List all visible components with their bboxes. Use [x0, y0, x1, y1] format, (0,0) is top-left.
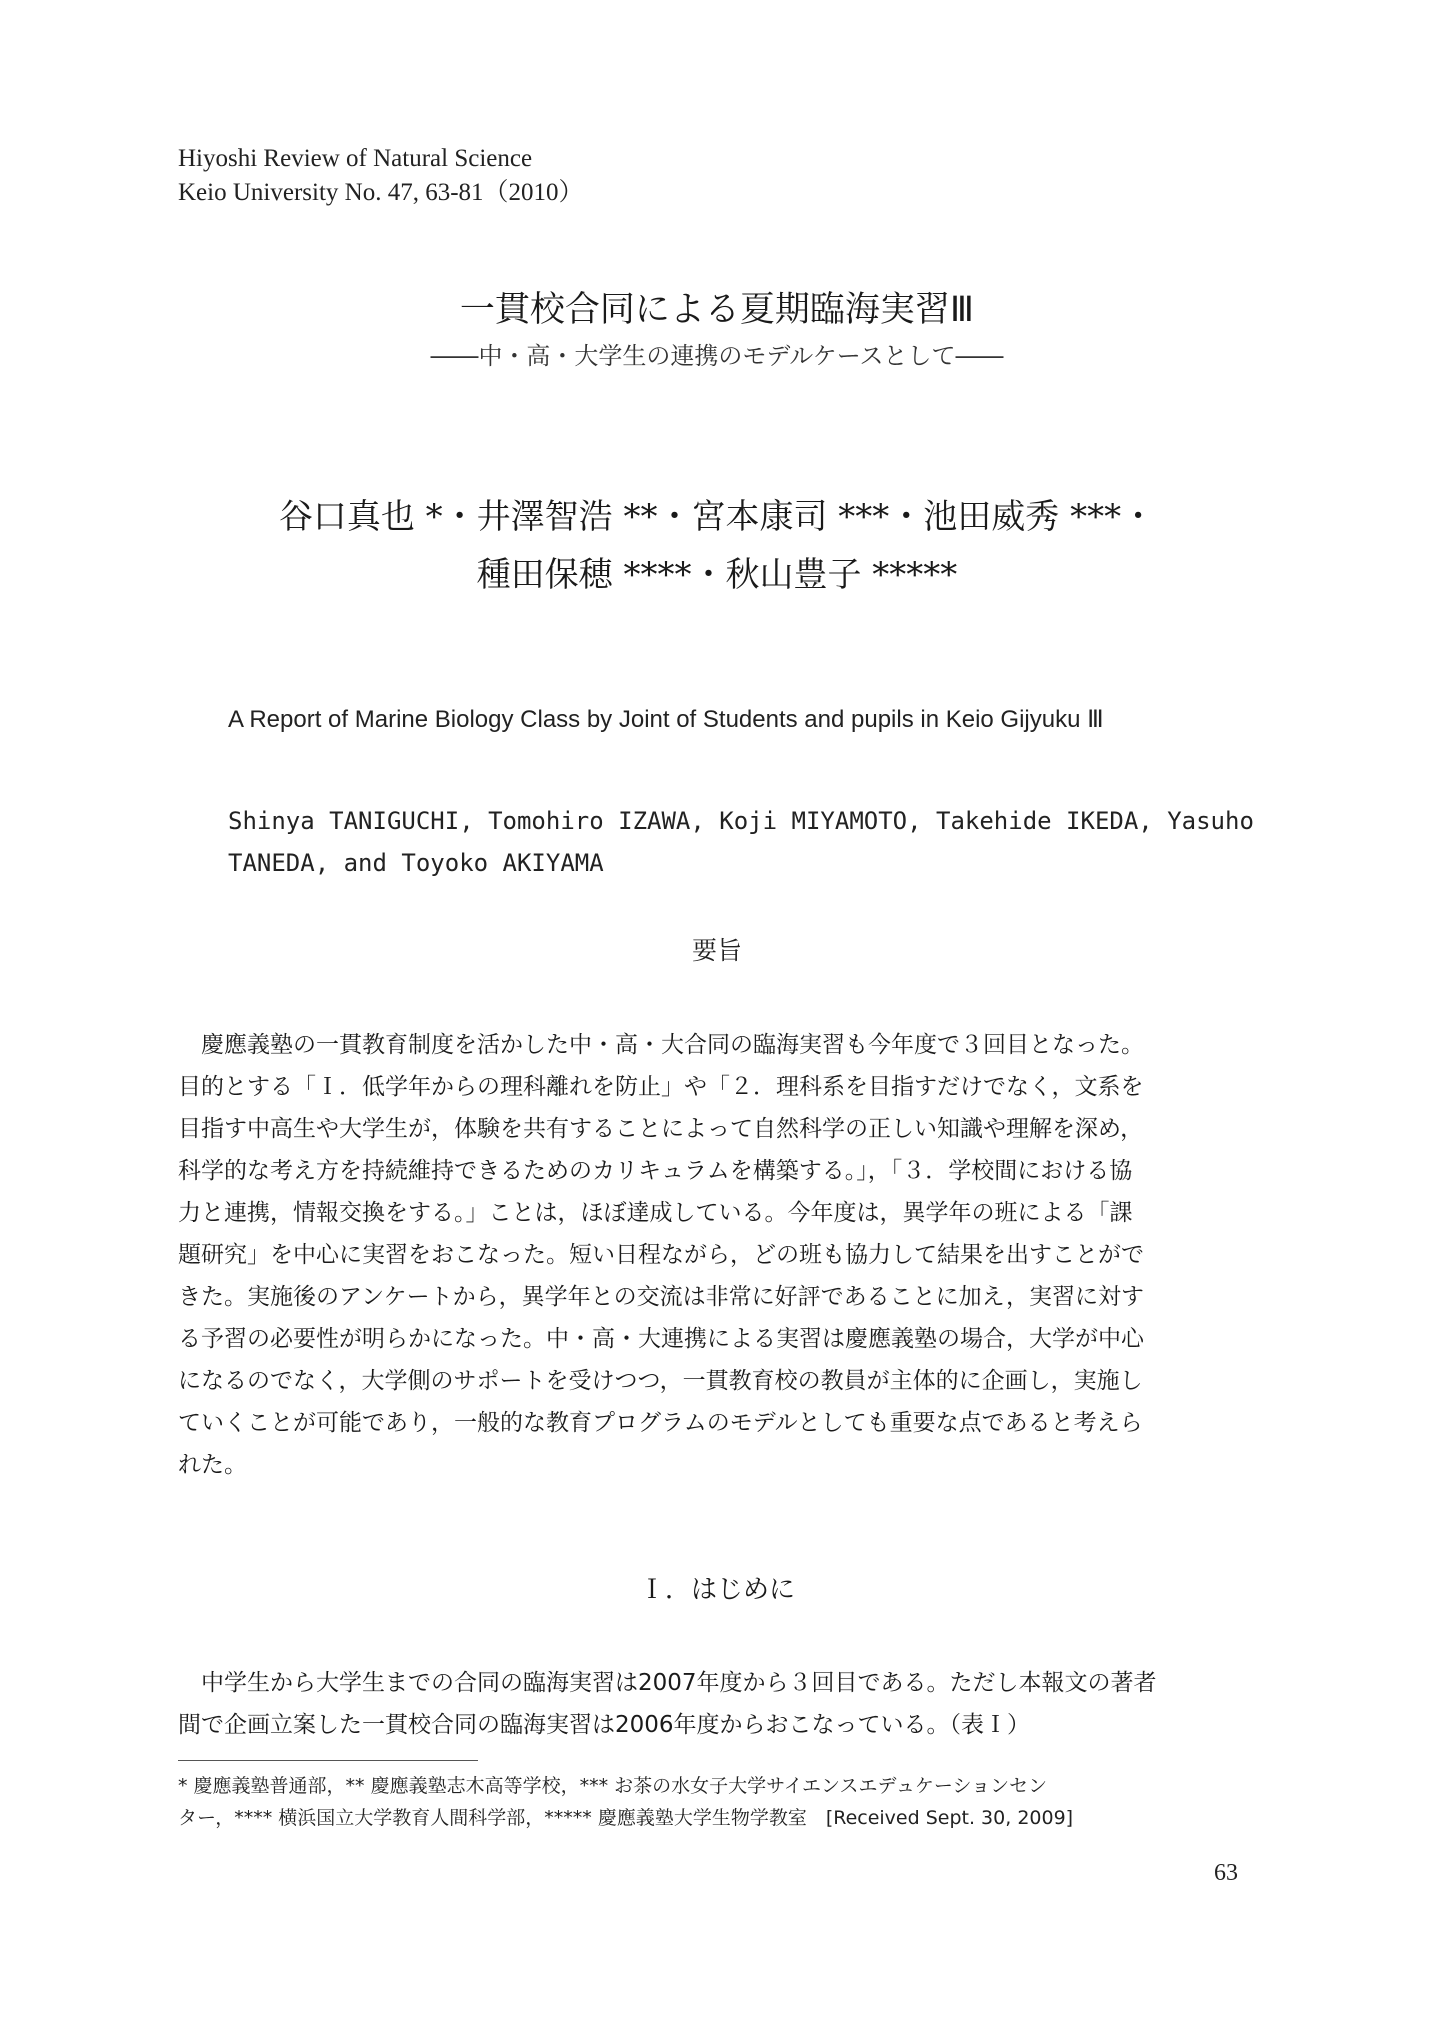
footnote-line-1: * 慶應義塾普通部，** 慶應義塾志木高等学校，*** お茶の水女子大学サイエンスエデュケーションセン: [178, 1775, 1048, 1797]
journal-name: Hiyoshi Review of Natural Science: [178, 145, 533, 172]
section-heading-introduction: Ｉ．はじめに: [638, 1575, 795, 1605]
authors-en-line-1: Shinya TANIGUCHI, Tomohiro IZAWA, Koji MIYAMOTO, Takehide IKEDA, Yasuho: [228, 807, 1254, 835]
abstract-line: 力と連携，情報交換をする。」ことは，ほぼ達成している。今年度は，異学年の班による「課: [178, 1200, 1133, 1226]
abstract-line: 題研究」を中心に実習をおこなった。短い日程ながら，どの班も協力して結果を出すことがで: [178, 1242, 1144, 1268]
authors-english: [228, 800, 1254, 884]
footnote-line-2: ター，**** 横浜国立大学教育人間科学部，***** 慶應義塾大学生物学教室 [Received Sept. 30, 2009]: [178, 1807, 1074, 1829]
paper-title: 一貫校合同による夏期臨海実習Ⅲ: [459, 290, 975, 330]
abstract-body: [178, 1024, 1258, 1486]
abstract-line: 科学的な考え方を持続維持できるためのカリキュラムを構築する。」，「３．学校間における協: [178, 1158, 1133, 1184]
abstract-line: ていくことが可能であり，一般的な教育プログラムのモデルとしても重要な点であると考えら: [178, 1410, 1143, 1436]
abstract-line: 目指す中高生や大学生が，体験を共有することによって自然科学の正しい知識や理解を深め，: [178, 1116, 1144, 1142]
body-line: 中学生から大学生までの合同の臨海実習は2007年度から３回目である。ただし本報文の著者: [178, 1670, 1157, 1696]
abstract-line: になるのでなく，大学側のサポートを受けつつ，一貫教育校の教員が主体的に企画し，実施し: [178, 1368, 1143, 1394]
footnote-divider: [178, 1760, 478, 1761]
abstract-line: れた。: [178, 1452, 247, 1478]
body-line: 間で企画立案した一貫校合同の臨海実習は2006年度からおこなっている。（表Ｉ）: [178, 1712, 1031, 1738]
authors-japanese: [0, 488, 1434, 604]
page-number: 63: [1214, 1860, 1238, 1886]
authors-ja-line-1: 谷口真也 *・井澤智浩 **・宮本康司 ***・池田威秀 ***・: [278, 497, 1156, 537]
abstract-heading: 要旨: [691, 936, 742, 965]
authors-ja-line-2: 種田保穂 ****・秋山豊子 *****: [476, 555, 958, 595]
footnote-affiliations: [178, 1770, 1258, 1834]
abstract-line: きた。実施後のアンケートから，異学年との交流は非常に好評であることに加え，実習に対す: [178, 1284, 1144, 1310]
section-body-introduction: [178, 1662, 1258, 1746]
abstract-line: 慶應義塾の一貫教育制度を活かした中・高・大合同の臨海実習も今年度で３回目となった。: [178, 1032, 1144, 1058]
english-title: A Report of Marine Biology Class by Joint of Students and pupils in Keio Gijyuku Ⅲ: [228, 706, 1104, 733]
abstract-line: る予習の必要性が明らかになった。中・高・大連携による実習は慶應義塾の場合，大学が中心: [178, 1326, 1144, 1352]
abstract-line: 目的とする「Ｉ．低学年からの理科離れを防止」や「２．理科系を目指すだけでなく，文系を: [178, 1074, 1144, 1100]
journal-header: [178, 142, 584, 210]
authors-en-line-2: TANEDA, and Toyoko AKIYAMA: [228, 849, 604, 877]
journal-volume: Keio University No. 47, 63-81（2010）: [178, 179, 584, 206]
paper-subtitle: ――中・高・大学生の連携のモデルケースとして――: [430, 342, 1004, 370]
